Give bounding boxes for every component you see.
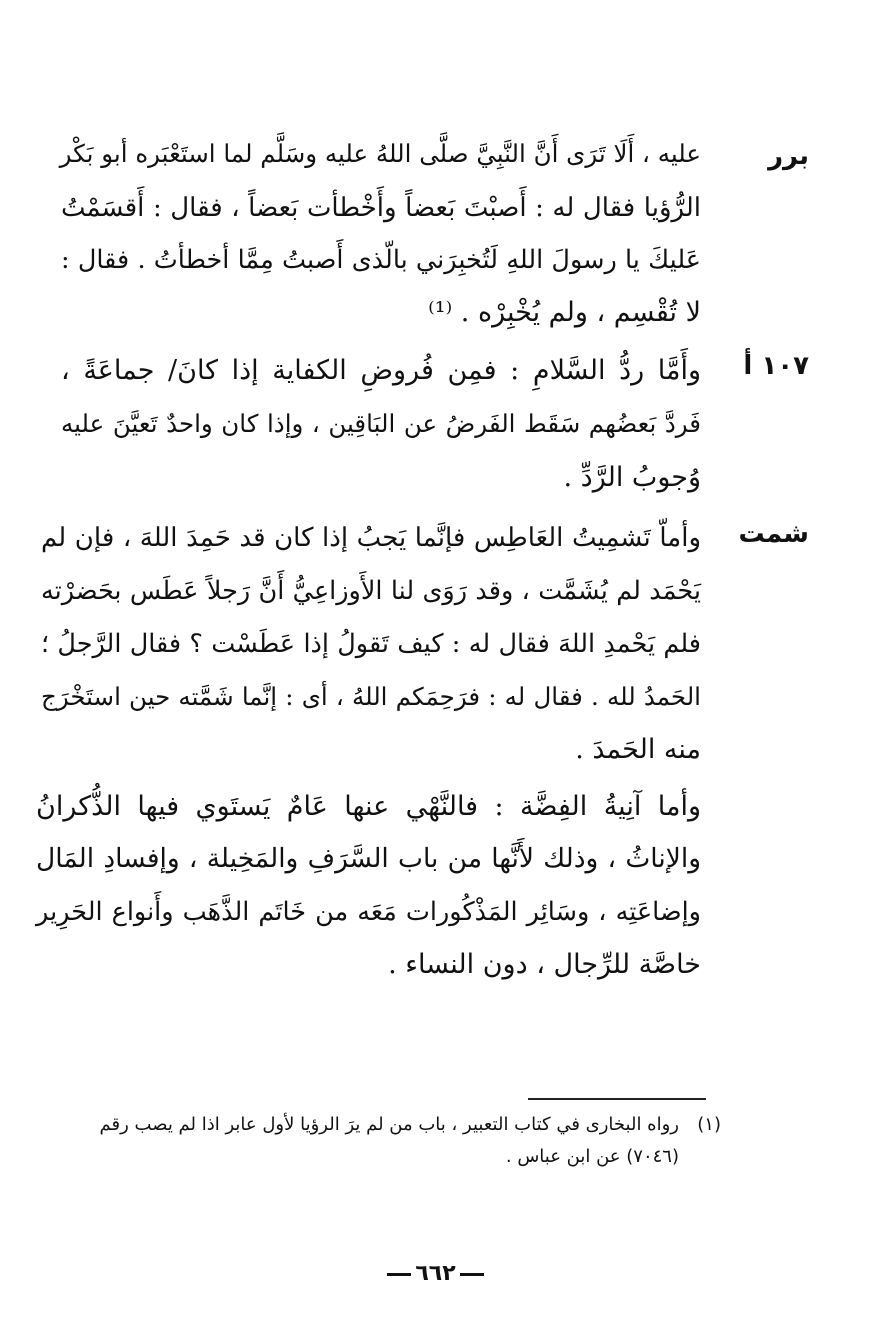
paragraph-line: لا تُقْسِم ، ولم يُخْبِرْه . ⁽¹⁾ (428, 297, 701, 328)
paragraph-line: الرُّؤيا فقال له : أَصبْتَ بَعضاً وأَخْطأت بَعضاً ، فقال : أَقسَمْتُ (61, 193, 701, 223)
paragraph-line: وأماّ تَشمِيتُ العَاطِس فإنَّما يَجبُ إذا كان قد حَمِدَ اللهَ ، فإن لم (41, 523, 701, 553)
footnote-line: رواه البخارى في كتاب التعبير ، باب من لم يرَ الرؤيا لأول عابر اذا لم يصب رقم (99, 1114, 679, 1135)
margin-label-shammat: شمت (738, 519, 809, 549)
paragraph-line: عَليكَ يا رسولَ اللهِ لَتُخبِرَني بالّذى أَصبتُ مِمَّا أخطأتُ . فقال : (61, 245, 701, 275)
paragraph-line: فَردَّ بَعضُهم سَقَط الفَرضُ عن البَاقِين ، وإذا كان واحدٌ تَعيَّنَ عليه (61, 409, 701, 438)
paragraph-line: يَحْمَد لم يُشَمَّت ، وقد رَوَى لنا الأَوزاعِيُّ أَنَّ رَجلاً عَطَس بحَضرْته (41, 576, 701, 606)
paragraph-line: والإناثُ ، وذلك لأَنَّها من باب السَّرَفِ والمَخِيلة ، وإفسادِ المَال (36, 843, 701, 874)
footnote-number: (١) (697, 1114, 721, 1135)
paragraph-line: الحَمدُ لله . فقال له : فرَحِمَكم اللهُ ، أى : إنَّما شَمَّته حين استَخْرَج (41, 682, 701, 711)
margin-label-barr: برر (768, 141, 809, 171)
footnote-line: (٧٠٤٦) عن ابن عباس . (505, 1146, 679, 1167)
page-number (0, 1259, 871, 1289)
paragraph-line: وأما آنِيةُ الفِضَّة : فالنَّهْي عنها عَامٌ يَستَوي فيها الذُّكرانُ (36, 791, 701, 822)
paragraph-line: وأَمَّا ردُّ السَّلامِ : فمِن فُروضِ الكفاية إذا كانَ/ جماعَةً ، (61, 355, 701, 386)
paragraph-line: وإضاعَتِه ، وسَائِر المَذْكُورات مَعَه من خَاتَم الذَّهَب وأَنواع الحَرِير (36, 897, 701, 927)
page-number-dash (387, 1273, 411, 1276)
margin-label-107a: ١٠٧ أ (743, 351, 809, 381)
paragraph-line: خاصَّة للرِّجال ، دون النساء . (388, 949, 701, 980)
footnote-divider (528, 1098, 706, 1100)
page-number-value: ٦٦٢ (415, 1261, 456, 1286)
paragraph-line: وُجوبُ الرَّدِّ . (563, 462, 701, 493)
paragraph-line: فلم يَحْمدِ اللهَ فقال له : كيف تَقولُ إذا عَطَسْت ؟ فقال الرَّجلُ ؛ (41, 629, 701, 659)
page-number-dash (460, 1273, 484, 1276)
paragraph-line: منه الحَمدَ . (575, 734, 701, 765)
paragraph-line: عليه ، أَلَا تَرَى أَنَّ النَّبِيَّ صلَّى اللهُ عليه وسَلَّم لما استَعْبَره أبو بَكْر (59, 139, 701, 168)
